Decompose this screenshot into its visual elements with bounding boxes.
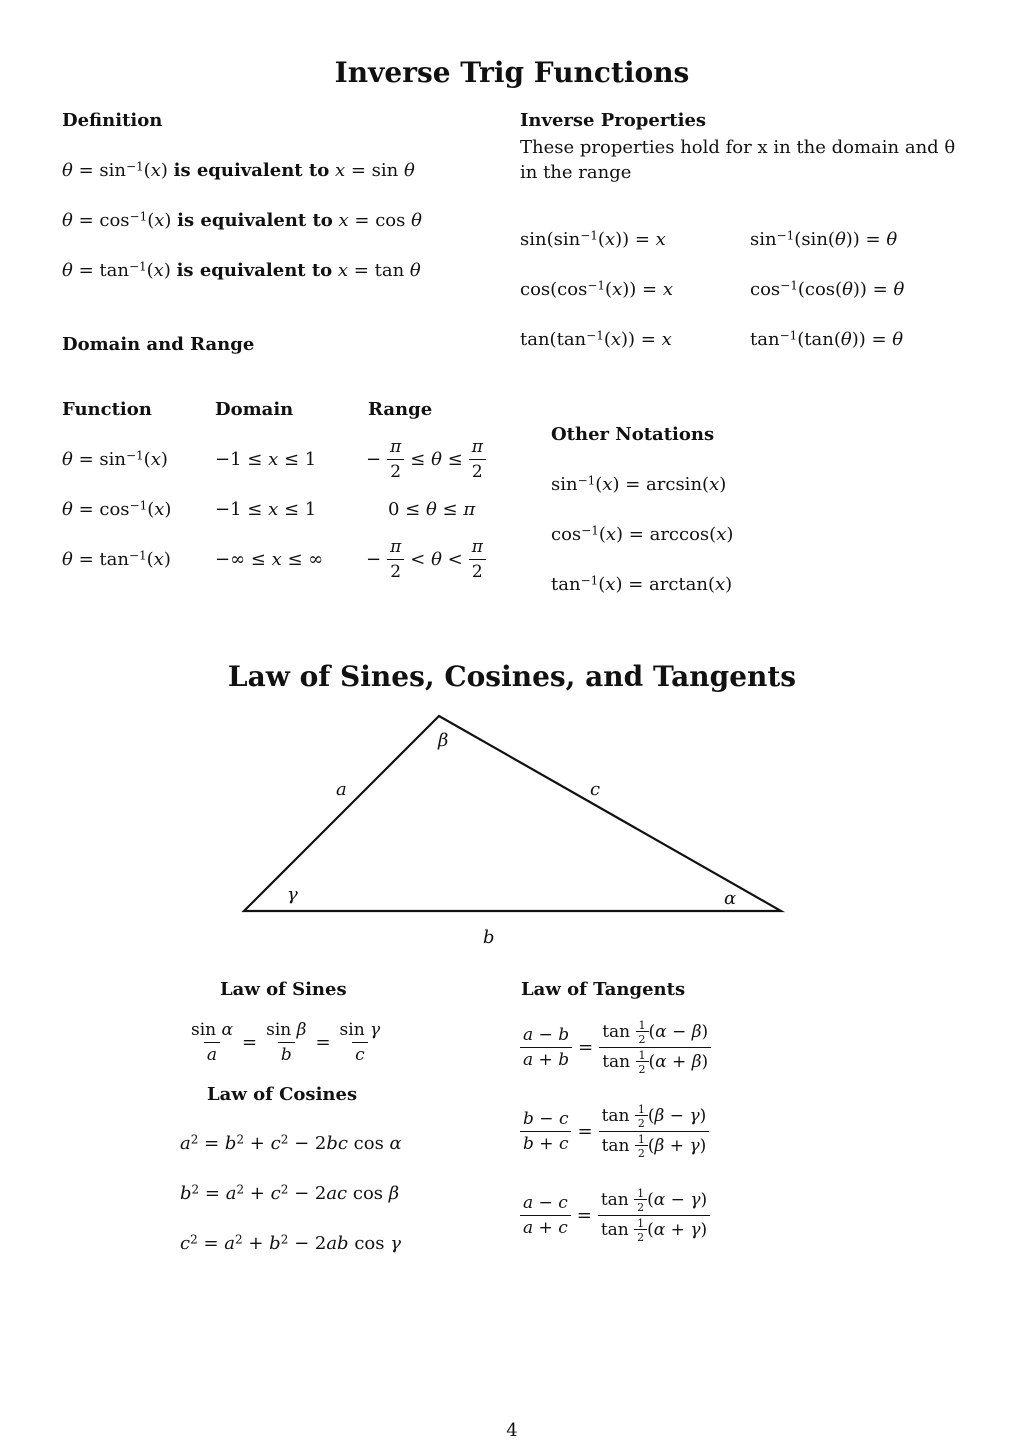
- equivalent-phrase: is equivalent to: [176, 260, 333, 281]
- triangle-shape: [244, 716, 781, 911]
- property-arctan-of-tan: $\tan^{-1}(\tan(\theta)) = \theta$: [750, 328, 904, 350]
- table-header-domain: Domain: [215, 399, 294, 420]
- table-domain-tan: −∞ ≤ x ≤ ∞: [215, 549, 324, 570]
- definition-heading: Definition: [62, 110, 163, 131]
- table-function-cos: $\theta = \cos^{-1}(x)$: [62, 498, 172, 520]
- label-b: b: [483, 927, 495, 948]
- label-gamma: γ: [287, 884, 298, 905]
- notation-arctan: $\tan^{-1}(x) = \arctan(x)$: [551, 573, 733, 595]
- notation-arccos: $\cos^{-1}(x) = \arccos(x)$: [551, 523, 734, 545]
- law-of-tangents-ac: $\frac{a - c}{a + c}$ = tan $\frac{1}{2}$ (α − γ) tan $\frac{1}{2}$ (α + γ): [520, 1188, 710, 1243]
- law-of-sines-heading: Law of Sines: [220, 979, 347, 1000]
- table-function-tan: $\theta = \tan^{-1}(x)$: [62, 548, 171, 570]
- table-header-range: Range: [368, 399, 433, 420]
- label-a: a: [336, 779, 347, 800]
- property-arcsin-of-sin: $\sin^{-1}(\sin(\theta)) = \theta$: [750, 228, 898, 250]
- table-range-tan: − $\frac{\pi}{2}$ < θ < $\frac{\pi}{2}$: [366, 537, 486, 582]
- inverse-properties-text: These properties hold for x in the domain and θ in the range: [520, 137, 956, 183]
- page-number: 4: [506, 1420, 518, 1441]
- table-function-sin: $\theta = \sin^{-1}(x)$: [62, 448, 168, 470]
- law-of-cosines-b: $b^2 = a^2 + c^2 - 2ac$ cos β: [180, 1182, 400, 1204]
- law-of-tangents-bc: $\frac{b - c}{b + c}$ = tan $\frac{1}{2}$ (β − γ) tan $\frac{1}{2}$ (β + γ): [520, 1104, 709, 1159]
- equivalent-phrase: is equivalent to: [173, 160, 330, 181]
- table-range-sin: − $\frac{\pi}{2}$ ≤ θ ≤ $\frac{\pi}{2}$: [366, 437, 486, 482]
- law-of-sines-formula: $\frac{\text{sin α}}{a}$ = $\frac{\text{sin β}}{b}$ = $\frac{\text{sin γ}}{c}$: [191, 1020, 381, 1065]
- law-of-cosines-c: $c^2 = a^2 + b^2 - 2ab$ cos γ: [180, 1232, 401, 1254]
- law-of-tangents-ab: $\frac{a - b}{a + b}$ = tan $\frac{1}{2}$ (α − β) tan $\frac{1}{2}$ (α + β): [520, 1020, 711, 1075]
- page-title-inverse-trig: Inverse Trig Functions: [334, 56, 690, 89]
- table-range-cos: 0 ≤ θ ≤ π: [388, 499, 476, 520]
- page-title-laws: Law of Sines, Cosines, and Tangents: [227, 660, 797, 693]
- domain-range-heading: Domain and Range: [62, 334, 255, 355]
- label-beta: β: [438, 730, 449, 751]
- equivalent-phrase: is equivalent to: [177, 210, 333, 231]
- inverse-properties-heading: Inverse Properties: [520, 110, 707, 131]
- table-header-function: Function: [62, 399, 152, 420]
- law-of-cosines-a: $a^2 = b^2 + c^2 - 2bc$ cos α: [180, 1132, 402, 1154]
- label-alpha: α: [724, 888, 737, 909]
- law-of-tangents-heading: Law of Tangents: [521, 979, 686, 1000]
- table-domain-cos: −1 ≤ x ≤ 1: [215, 499, 317, 520]
- property-sin-of-arcsin: $\sin(\sin^{-1}(x)) = x$: [520, 228, 666, 250]
- definition-cos: $\theta = \cos^{-1}(x)$ is equivalent to x = cos θ: [62, 209, 422, 231]
- property-cos-of-arccos: $\cos(\cos^{-1}(x)) = x$: [520, 278, 673, 300]
- definition-tan: $\theta = \tan^{-1}(x)$ is equivalent to x = tan θ: [62, 259, 421, 281]
- definition-sin: $\theta = \sin^{-1}(x)$ is equivalent to x = sin θ: [62, 159, 415, 181]
- property-tan-of-arctan: $\tan(\tan^{-1}(x)) = x$: [520, 328, 672, 350]
- notation-arcsin: $\sin^{-1}(x) = \arcsin(x)$: [551, 473, 727, 495]
- property-arccos-of-cos: $\cos^{-1}(\cos(\theta)) = \theta$: [750, 278, 905, 300]
- table-domain-sin: −1 ≤ x ≤ 1: [215, 449, 317, 470]
- other-notations-heading: Other Notations: [551, 424, 715, 445]
- label-c: c: [590, 779, 601, 800]
- law-of-cosines-heading: Law of Cosines: [207, 1084, 358, 1105]
